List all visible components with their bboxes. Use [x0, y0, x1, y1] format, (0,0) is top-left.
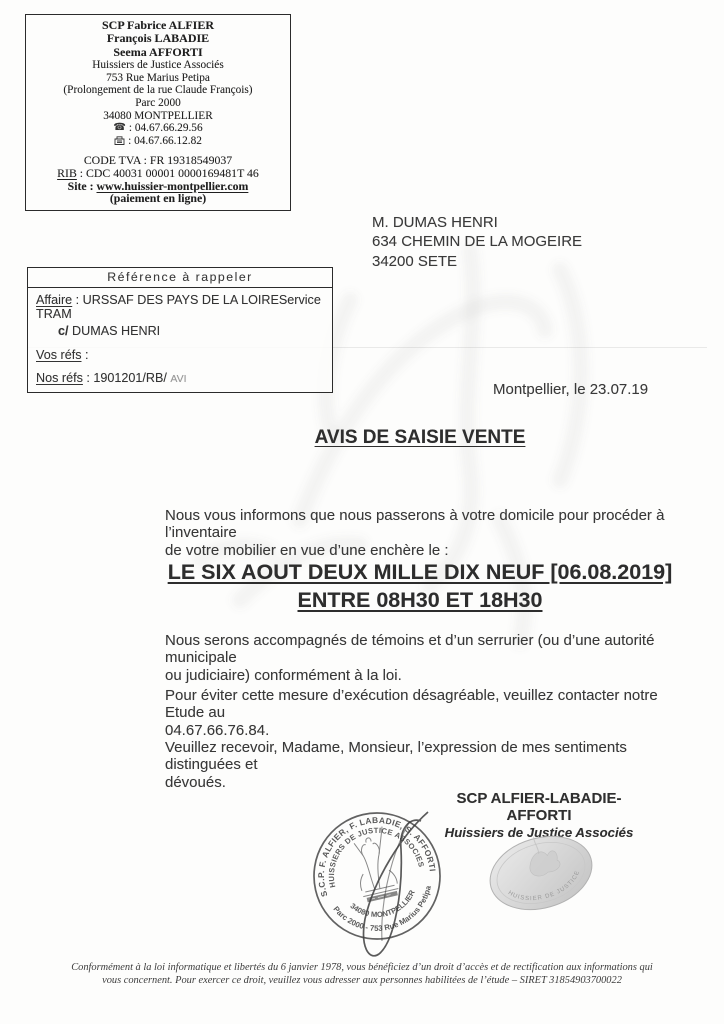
footer-legal: Conformément à la loi informatique et libertés du 6 janvier 1978, vous bénéficiez d’un droit d’accès et de rectification aux informations qui vous concernent. Pour exercer ce droit, veuillez vous adresser aux personnes habilitées de l’étude – SIRET 31854903700022: [71, 962, 653, 986]
website-url: www.huissier-montpellier.com: [96, 178, 249, 193]
reference-box-title: Référence à rappeler: [28, 268, 332, 288]
letterhead-name: Seema AFFORTI: [113, 44, 203, 59]
signature-company: SCP ALFIER-LABADIE-AFFORTI: [456, 790, 622, 824]
office-stamp: [292, 791, 464, 973]
contre-line: c/ DUMAS HENRI: [58, 324, 161, 338]
signature-subtitle: Huissiers de Justice Associés: [444, 825, 634, 840]
letterhead-box: [25, 14, 291, 211]
phone-icon: ☎: [113, 122, 126, 134]
website-line: Site : www.huissier-montpellier.com: [67, 178, 249, 193]
letterhead-name: SCP Fabrice ALFIER: [101, 18, 214, 32]
letterhead-address-line: 753 Rue Marius Petipa: [106, 71, 210, 84]
recipient-city: 34200 SETE: [372, 252, 458, 270]
fax-number: : 04.67.66.12.82: [128, 134, 202, 147]
phone-line: [28, 122, 288, 135]
letterhead-name: François LABADIE: [106, 31, 210, 46]
rib-line: RIB : CDC 40031 00001 0000169481T 46: [57, 165, 259, 180]
paragraph-contact: Pour éviter cette mesure d’exécution désagréable, veuillez contacter notre Etude au 04.67.66.76.84.: [165, 687, 658, 739]
letterhead-address-line: 34080 MONTPELLIER: [103, 109, 213, 122]
phone-number: : 04.67.66.29.56: [128, 122, 203, 135]
auction-date-heading: LE SIX AOUT DEUX MILLE DIX NEUF [06.08.2019] ENTRE 08H30 ET 18H30: [167, 560, 673, 612]
dateline: Montpellier, le 23.07.19: [493, 381, 649, 398]
paragraph-witnesses: Nous serons accompagnés de témoins et d’un serrurier (ou d’une autorité municipale ou judiciaire) conformément à la loi.: [165, 632, 655, 684]
affaire-line: Affaire : URSSAF DES PAYS DE LA LOIREService TRAM: [36, 293, 321, 321]
stamp-arc-bottom-inner: 34080 MONTPELLIER: [348, 888, 417, 920]
seal-text: HUISSIER DE JUSTICE: [506, 869, 582, 903]
recipient-name: M. DUMAS HENRI: [372, 214, 498, 231]
stamp-arc-top-outer: S.C.P. F. ALFIER, F. LABADIE, S. AFFORTI: [315, 814, 438, 899]
nos-refs-suffix: AVI: [170, 373, 187, 385]
stamp-arc-bottom-outer: Parc 2000 - 753 Rue Marius Petipa: [331, 884, 433, 933]
reference-box: [27, 267, 333, 393]
document-title: AVIS DE SAISIE VENTE: [314, 427, 526, 448]
paragraph-intro: Nous vous informons que nous passerons à votre domicile pour procéder à l’inventaire de votre mobilier en vue d’une enchère le :: [165, 507, 665, 559]
nos-refs-line: Nos réfs : 1901201/RB/ AVI: [36, 371, 187, 385]
tva-code: CODE TVA : FR 19318549037: [83, 153, 233, 168]
letterhead-address-line: (Prolongement de la rue Claude François): [63, 84, 253, 97]
fax-line: [28, 135, 288, 148]
letterhead-address-line: Parc 2000: [135, 97, 181, 109]
paragraph-closing: Veuillez recevoir, Madame, Monsieur, l’expression de mes sentiments distinguées et dévoués.: [165, 739, 627, 791]
stamp-arc-top-inner: HUISSIERS DE JUSTICE ASSOCIES: [326, 825, 427, 889]
recipient-street: 634 CHEMIN DE LA MOGEIRE: [372, 233, 583, 251]
vos-refs-line: Vos réfs :: [36, 348, 89, 362]
recipient-address: [372, 213, 582, 271]
fax-icon: [114, 136, 125, 146]
letterhead-address-line: Huissiers de Justice Associés: [92, 59, 224, 72]
embossed-seal: [482, 824, 600, 922]
payment-note: (paiement en ligne): [109, 191, 207, 206]
